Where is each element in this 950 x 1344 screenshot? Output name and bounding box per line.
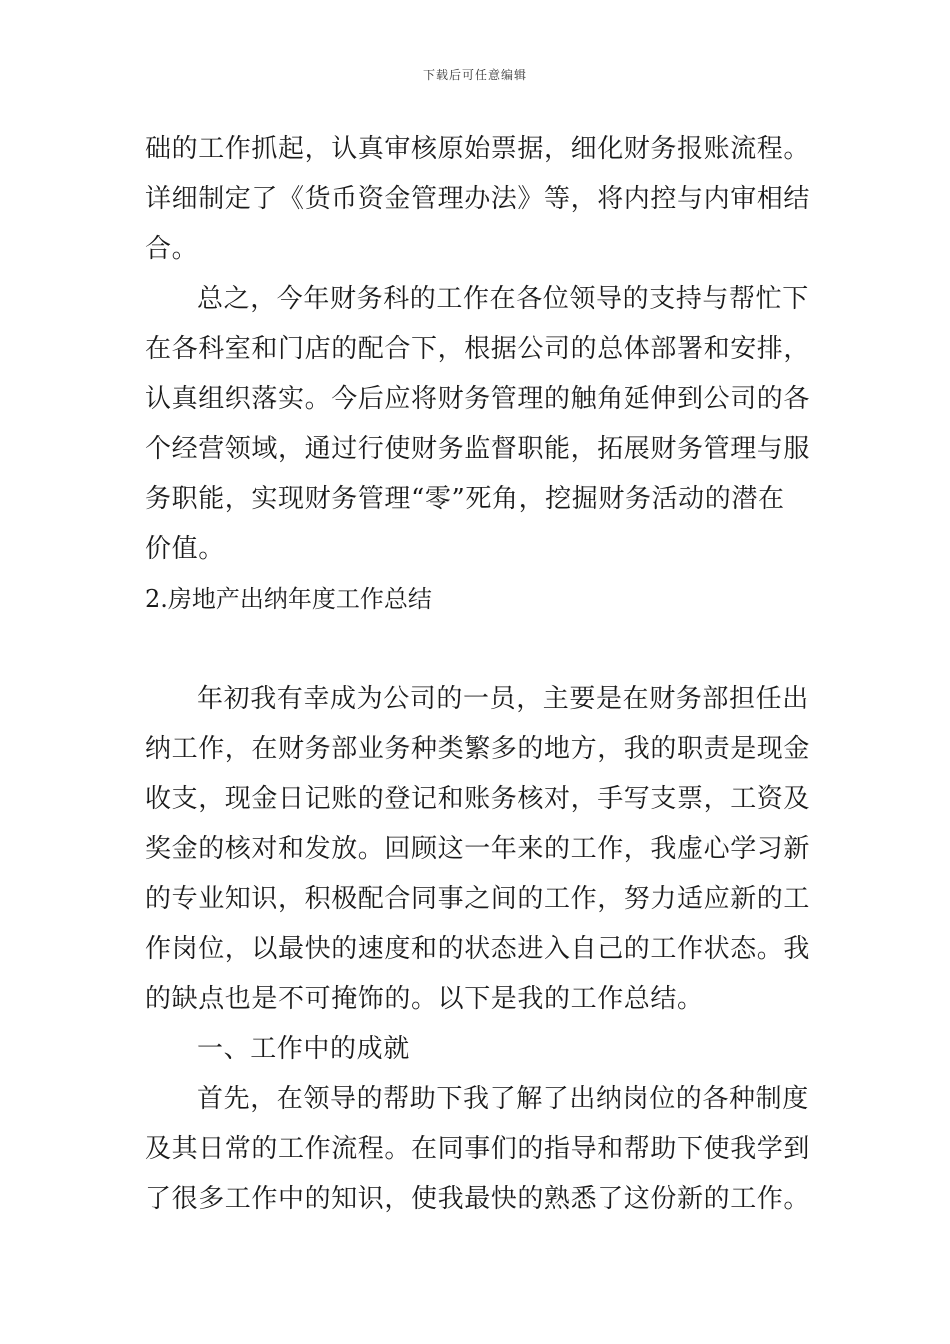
paragraph	[145, 124, 811, 274]
paragraph	[145, 274, 811, 574]
text-line: 及其日常的工作流程。在同事们的指导和帮助下使我学到	[145, 1134, 811, 1164]
paragraph	[145, 1024, 807, 1074]
document-body	[145, 124, 811, 1224]
paragraph	[145, 1074, 811, 1224]
subsection-heading: 一、工作中的成就	[197, 1034, 410, 1064]
text-line: 认真组织落实。今后应将财务管理的触角延伸到公司的各	[145, 384, 811, 414]
text-line: 的专业知识，积极配合同事之间的工作，努力适应新的工	[145, 884, 811, 914]
blank-line	[145, 624, 807, 674]
text-line: 首先，在领导的帮助下我了解了出纳岗位的各种制度	[197, 1084, 809, 1114]
text-line: 的缺点也是不可掩饰的。以下是我的工作总结。	[145, 984, 704, 1014]
page-header-note: 下载后可任意编辑	[422, 68, 527, 82]
section-heading: 2.房地产出纳年度工作总结	[145, 585, 432, 613]
text-line: 纳工作，在财务部业务种类繁多的地方，我的职责是现金	[145, 734, 811, 764]
text-line: 年初我有幸成为公司的一员，主要是在财务部担任出	[197, 684, 809, 714]
text-line: 务职能，实现财务管理“零”死角，挖掘财务活动的潜在	[145, 484, 785, 514]
paragraph	[145, 674, 811, 1024]
text-line: 奖金的核对和发放。回顾这一年来的工作，我虚心学习新	[145, 834, 811, 864]
text-line: 作岗位，以最快的速度和的状态进入自己的工作状态。我	[145, 934, 811, 964]
text-line: 在各科室和门店的配合下，根据公司的总体部署和安排，	[145, 334, 811, 364]
text-line: 总之，今年财务科的工作在各位领导的支持与帮忙下	[197, 284, 809, 314]
text-line: 础的工作抓起，认真审核原始票据，细化财务报账流程。	[145, 134, 811, 164]
text-line: 详细制定了《货币资金管理办法》等，将内控与内审相结	[145, 184, 811, 214]
text-line: 收支，现金日记账的登记和账务核对，手写支票，工资及	[145, 784, 811, 814]
text-line: 合。	[145, 234, 199, 264]
text-line: 价值。	[145, 534, 225, 564]
text-line: 了很多工作中的知识，使我最快的熟悉了这份新的工作。	[145, 1184, 811, 1214]
text-line: 个经营领域，通过行使财务监督职能，拓展财务管理与服	[145, 434, 811, 464]
